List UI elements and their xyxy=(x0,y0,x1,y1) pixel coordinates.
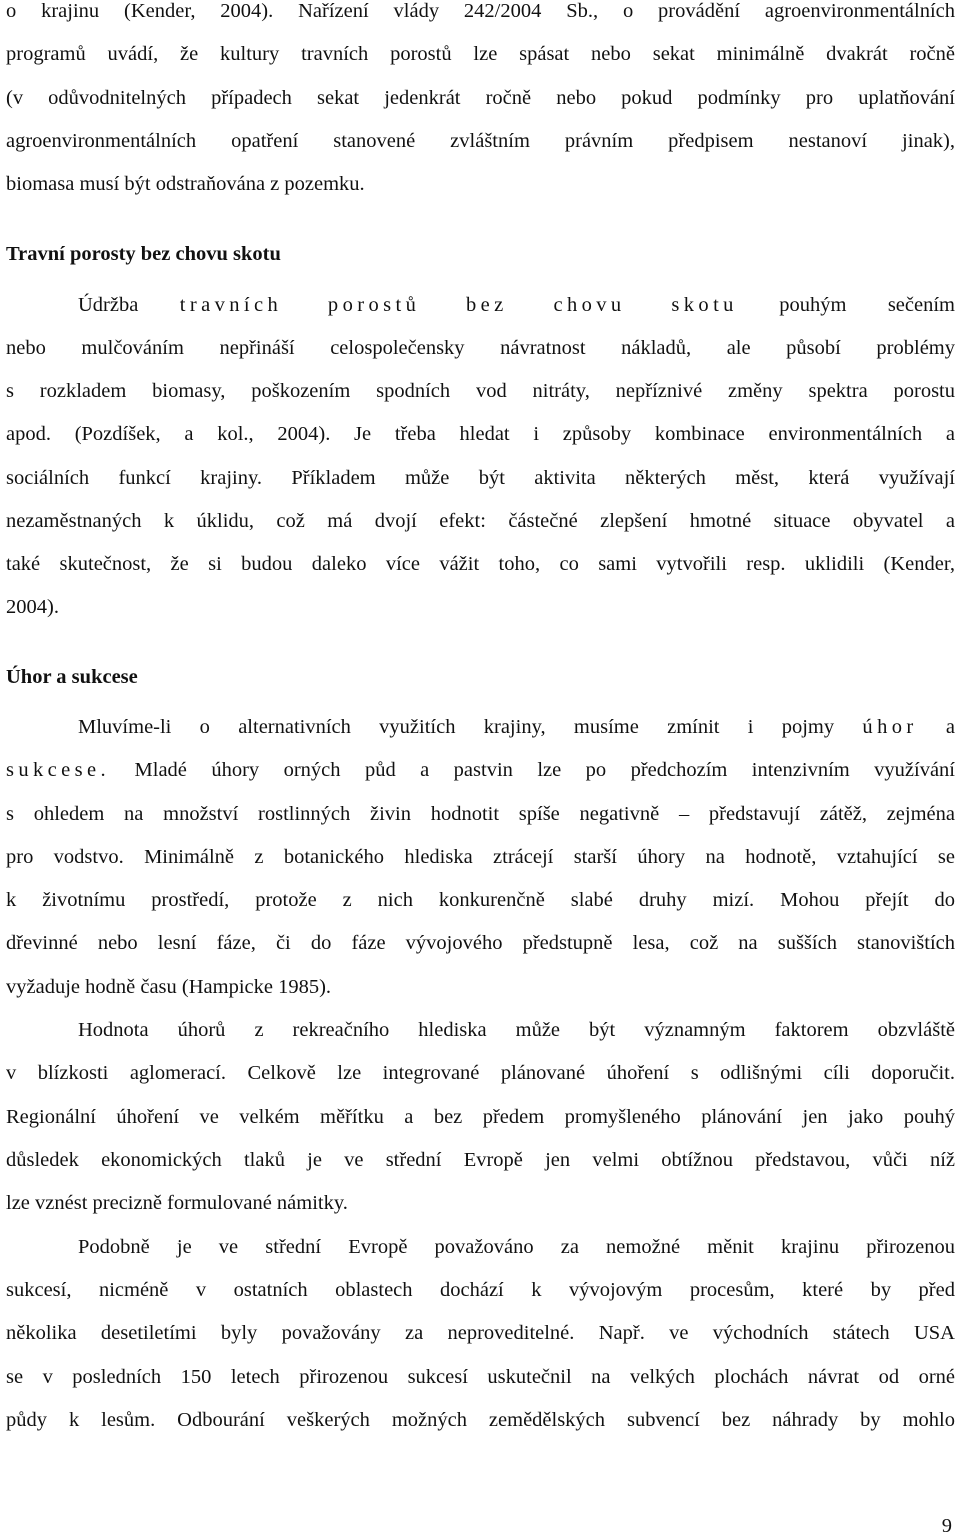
emphasized-text: úhor xyxy=(862,716,918,738)
text-line: také skutečnost, že si budou daleko více vážit toho, co sami vytvořili resp. uklidili (Kender, xyxy=(6,553,955,575)
section-heading: Úhor a sukcese xyxy=(6,666,138,688)
text-line: pro vodstvo. Minimálně z botanického hlediska ztrácejí starší úhory na hodnotě, vztahující se xyxy=(6,846,955,868)
text-line: sukcesí, nicméně v ostatních oblastech dochází k vývojovým procesům, které by před xyxy=(6,1279,955,1301)
text-line xyxy=(6,756,955,784)
text-line: biomasa musí být odstraňována z pozemku. xyxy=(6,173,365,195)
text-line: apod. (Pozdíšek, a kol., 2004). Je třeba hledat i způsoby kombinace environmentálních a xyxy=(6,423,955,445)
text-line: (v odůvodnitelných případech sekat jedenkrát ročně nebo pokud podmínky pro uplatňování xyxy=(6,87,955,109)
text-line: s ohledem na množství rostlinných živin hodnotit spíše negativně – představují zátěž, zejména xyxy=(6,803,955,825)
text-run: Mluvíme-li o alternativních využitích krajiny, musíme zmínit i pojmy xyxy=(78,716,863,738)
text-line: nebo mulčováním nepřináší celospolečensky návratnost nákladů, ale působí problémy xyxy=(6,337,955,359)
text-line: k životnímu prostředí, protože z nich konkurenčně slabé druhy mizí. Mohou přejít do xyxy=(6,889,955,911)
text-line: důsledek ekonomických tlaků je ve střední Evropě jen velmi obtížnou představou, vůči níž xyxy=(6,1149,955,1171)
text-line: vyžaduje hodně času (Hampicke 1985). xyxy=(6,976,332,998)
text-line: sociálních funkcí krajiny. Příkladem může být aktivita některých měst, která využívají xyxy=(6,467,955,489)
text-line: o krajinu (Kender, 2004). Nařízení vlády 242/2004 Sb., o provádění agroenvironmentálních xyxy=(6,0,955,22)
text-line: půdy k lesům. Odbourání veškerých možných zemědělských subvencí bez náhrady by mohlo xyxy=(6,1409,955,1431)
emphasized-text: travních porostů bez chovu skotu xyxy=(179,294,738,316)
emphasized-text: sukcese. xyxy=(6,759,111,781)
text-line: dřevinné nebo lesní fáze, či do fáze vývojového předstupně lesa, což na sušších stanovištích xyxy=(6,932,955,954)
text-line: v blízkosti aglomerací. Celkově lze integrované plánované úhoření s odlišnými cíli doporučit. xyxy=(6,1062,955,1084)
text-run: Údržba xyxy=(78,294,180,316)
text-line: 2004). xyxy=(6,596,59,618)
text-line: několika desetiletími byly považovány za neproveditelné. Např. ve východních státech USA xyxy=(6,1322,955,1344)
text-line: agroenvironmentálních opatření stanovené zvláštním právním předpisem nestanoví jinak), xyxy=(6,130,955,152)
text-line: s rozkladem biomasy, poškozením spodních vod nitráty, nepříznivé změny spektra porostu xyxy=(6,380,955,402)
text-line xyxy=(78,713,955,741)
text-line: lze vznést precizně formulované námitky. xyxy=(6,1192,348,1214)
text-run: pouhým sečením xyxy=(737,294,955,316)
text-run: Mladé úhory orných půd a pastvin lze po předchozím intenzivním využívání xyxy=(110,759,955,781)
text-line: se v posledních 150 letech přirozenou sukcesí uskutečnil na velkých plochách návrat od orné xyxy=(6,1366,955,1388)
text-line: nezaměstnaných k úklidu, což má dvojí efekt: částečné zlepšení hmotné situace obyvatel a xyxy=(6,510,955,532)
text-run: a xyxy=(917,716,955,738)
section-heading: Travní porosty bez chovu skotu xyxy=(6,243,281,265)
text-line: Hodnota úhorů z rekreačního hlediska může být významným faktorem obzvláště xyxy=(78,1019,955,1041)
text-line xyxy=(78,291,955,319)
text-line: Regionální úhoření ve velkém měřítku a bez předem promyšleného plánování jen jako pouhý xyxy=(6,1106,955,1128)
text-line: programů uvádí, že kultury travních porostů lze spásat nebo sekat minimálně dvakrát ročně xyxy=(6,43,955,65)
page-number: 9 xyxy=(941,1515,952,1537)
text-line: Podobně je ve střední Evropě považováno za nemožné měnit krajinu přirozenou xyxy=(78,1236,955,1258)
